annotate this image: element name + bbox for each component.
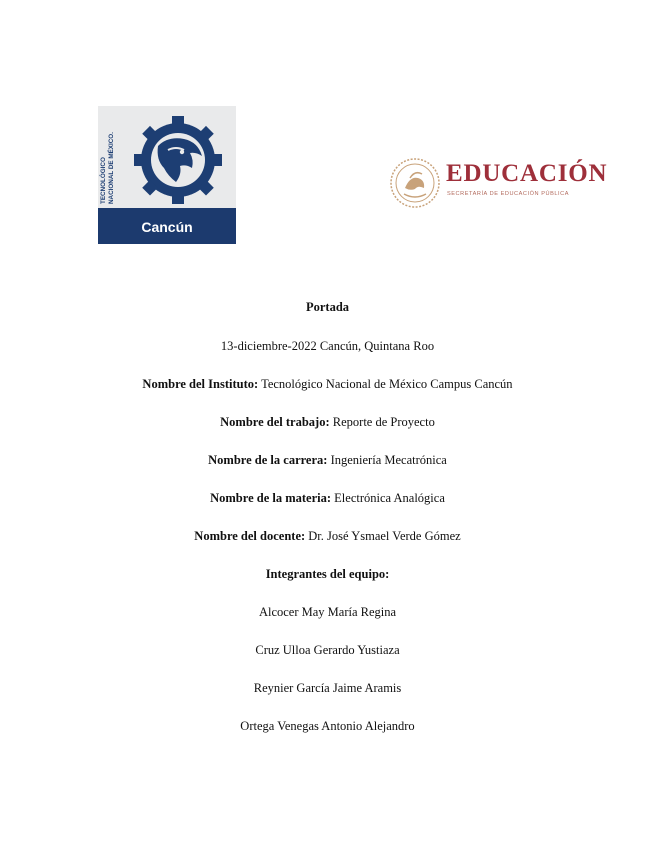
cover-heading [0,300,655,315]
career-line [0,453,655,468]
sep-title: EDUCACIÓN [446,160,608,187]
tecnm-vertical-text [100,122,134,218]
institute-value: Tecnológico Nacional de México Campus Cancún [258,377,513,391]
team-heading-text: Integrantes del equipo: [265,567,390,581]
work-line [0,415,655,430]
teacher-label: Nombre del docente: [194,529,306,543]
team-member: Ortega Venegas Antonio Alejandro [240,719,415,733]
team-heading [0,567,655,582]
cover-heading-text: Portada [305,300,350,314]
work-label: Nombre del trabajo: [220,415,330,429]
subject-label: Nombre de la materia: [210,491,332,505]
campus-label: Cancún [141,219,193,235]
institute-line [0,377,655,392]
institute-label: Nombre del Instituto: [142,377,259,391]
date-place: 13-diciembre-2022 Cancún, Quintana Roo [220,339,435,353]
subject-value: Electrónica Analógica [331,491,445,505]
sep-subtitle: SECRETARÍA DE EDUCACIÓN PÚBLICA [447,191,570,197]
tecnm-line-1: TECNOLÓGICO [100,157,107,204]
work-value: Reporte de Proyecto [329,415,435,429]
teacher-value: Dr. José Ysmael Verde Gómez [305,529,461,543]
career-value: Ingeniería Mecatrónica [327,453,447,467]
team-member: Reynier García Jaime Aramis [253,681,402,695]
team-member: Cruz Ulloa Gerardo Yustiaza [255,643,400,657]
tecnm-cancun-logo [98,106,236,244]
team-member: Alcocer May María Regina [258,605,397,619]
subject-line [0,491,655,506]
tecnm-line-2: NACIONAL DE MÉXICO. [108,132,115,204]
teacher-line [0,529,655,544]
career-label: Nombre de la carrera: [208,453,328,467]
sep-educacion-logo [388,156,628,210]
mexican-seal-icon [388,156,442,210]
